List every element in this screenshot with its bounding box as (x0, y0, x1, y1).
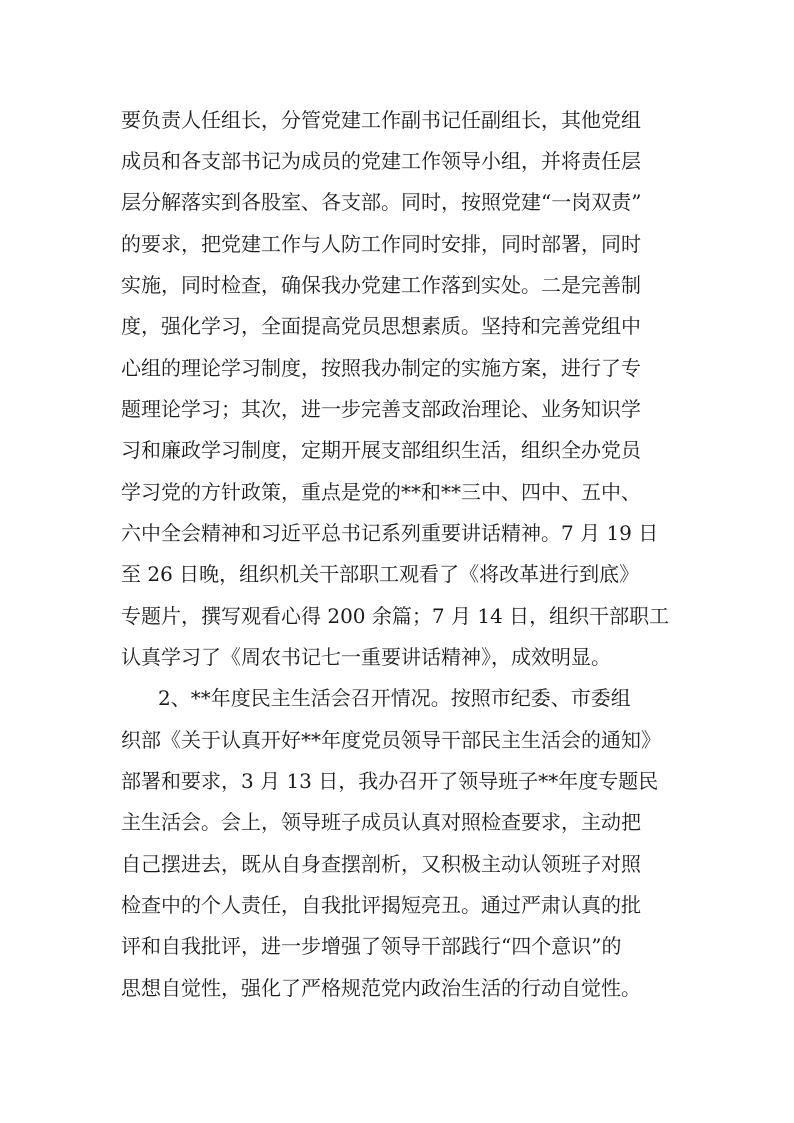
text-line: 织部《关于认真开好**年度党员领导干部民主生活会的通知》 (121, 728, 661, 752)
text-line: 部署和要求，3 月 13 日，我办召开了领导班子**年度专题民 (121, 769, 659, 793)
text-line: 思想自觉性，强化了严格规范党内政治生活的行动自觉性。 (121, 976, 641, 1000)
text-line: 检查中的个人责任，自我批评揭短亮丑。通过严肃认真的批 (121, 893, 641, 917)
text-line: 实施，同时检查，确保我办党建工作落到实处。二是完善制 (121, 273, 641, 297)
text-line: 自己摆进去，既从自身查摆剖析，又积极主动认领班子对照 (121, 852, 641, 876)
text-line: 的要求，把党建工作与人防工作同时安排，同时部署，同时 (121, 232, 641, 256)
text-line: 学习党的方针政策，重点是党的**和**三中、四中、五中、 (121, 480, 641, 504)
text-line: 六中全会精神和习近平总书记系列重要讲话精神。7 月 19 日 (121, 521, 659, 545)
text-line: 成员和各支部书记为成员的党建工作领导小组，并将责任层 (121, 149, 641, 173)
paragraph-start-line: 2、**年度民主生活会召开情况。按照市纪委、市委组 (158, 686, 631, 710)
text-line: 度，强化学习，全面提高党员思想素质。坚持和完善党组中 (121, 314, 641, 338)
text-line: 认真学习了《周农书记七一重要讲话精神》，成效明显。 (121, 645, 611, 669)
text-line: 要负责人任组长，分管党建工作副书记任副组长，其他党组 (121, 108, 641, 132)
text-line: 习和廉政学习制度，定期开展支部组织生活，组织全办党员 (121, 438, 641, 462)
text-line: 心组的理论学习制度，按照我办制定的实施方案，进行了专 (121, 356, 641, 380)
text-line: 主生活会。会上，领导班子成员认真对照检查要求，主动把 (121, 810, 641, 834)
text-line: 至 26 日晚，组织机关干部职工观看了《将改革进行到底》 (121, 562, 640, 586)
text-line: 题理论学习；其次，进一步完善支部政治理论、业务知识学 (121, 397, 641, 421)
text-line: 评和自我批评，进一步增强了领导干部践行“四个意识”的 (121, 934, 622, 958)
text-line: 专题片，撰写观看心得 200 余篇；7 月 14 日，组织干部职工 (121, 604, 670, 628)
text-line: 层分解落实到各股室、各支部。同时，按照党建“一岗双责” (121, 190, 642, 214)
